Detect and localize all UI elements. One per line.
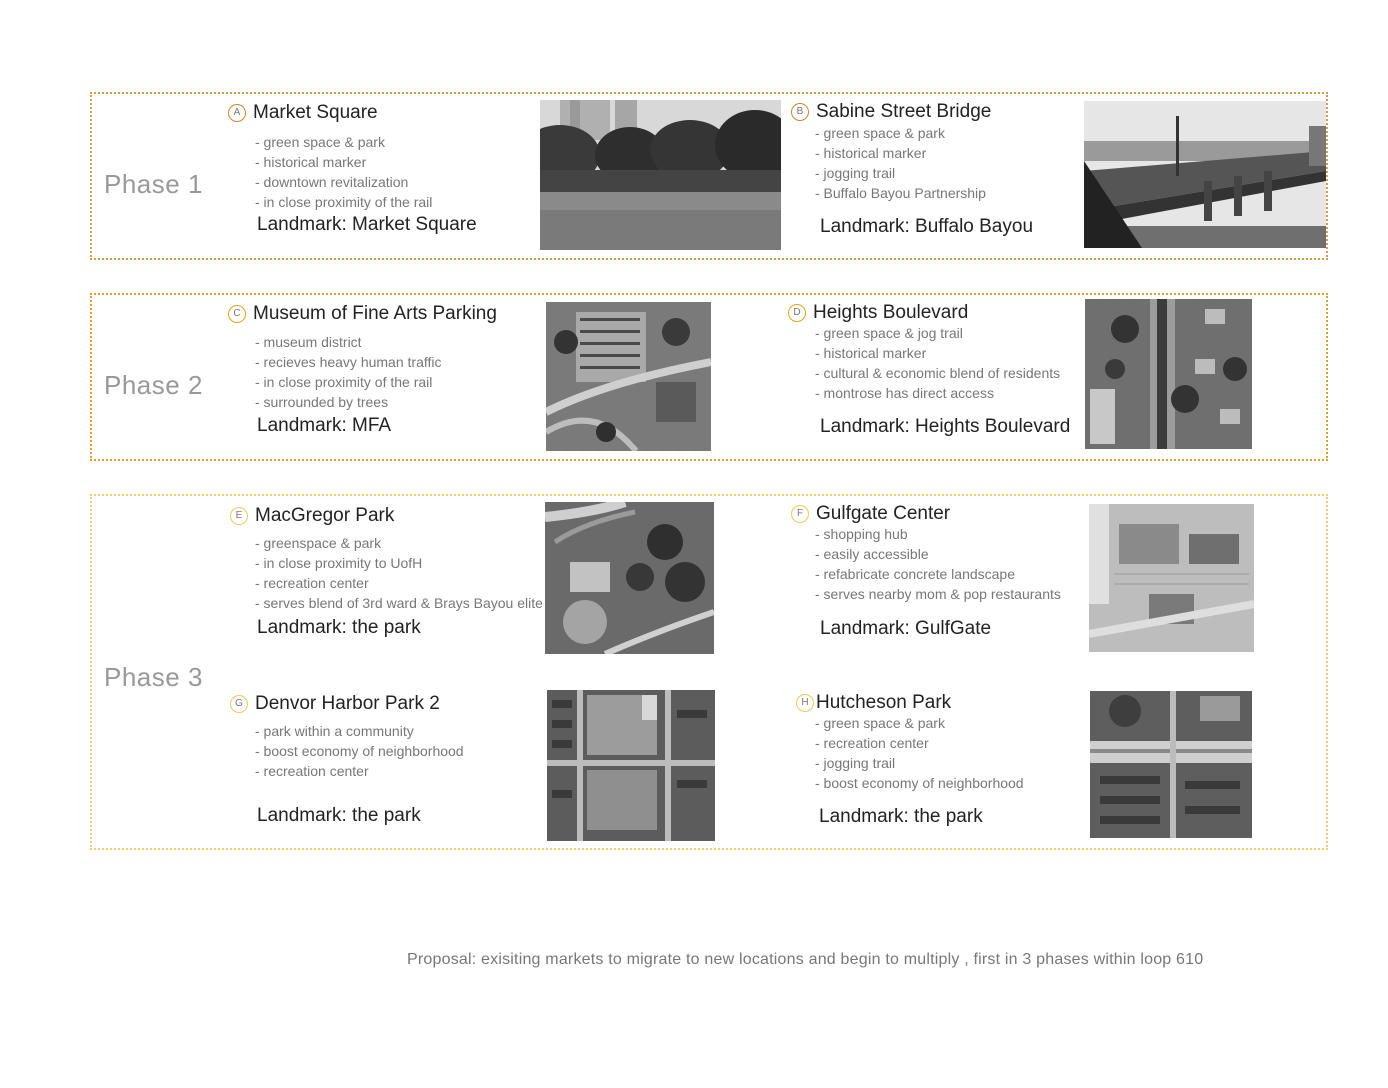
feature-item: - museum district [255, 334, 362, 350]
feature-item: - easily accessible [815, 546, 929, 562]
feature-item: - recreation center [255, 763, 369, 779]
feature-item: - boost economy of neighborhood [815, 775, 1024, 791]
feature-item: - Buffalo Bayou Partnership [815, 185, 986, 201]
gulfgate-aerial-photo [1089, 504, 1254, 652]
feature-item: - serves nearby mom & pop restaurants [815, 586, 1061, 602]
phase-3-label: Phase 3 [104, 662, 203, 692]
site-features [255, 332, 442, 412]
landmark-label: Landmark: MFA [257, 415, 392, 436]
phase-2-label: Phase 2 [104, 370, 203, 400]
feature-item: - jogging trail [815, 755, 896, 771]
site-badge: A [228, 104, 246, 122]
feature-item: - greenspace & park [255, 535, 382, 551]
site-title: Market Square [253, 102, 378, 123]
site-badge: H [796, 694, 814, 712]
phase-1-label: Phase 1 [104, 169, 203, 199]
landmark-label: Landmark: Market Square [257, 214, 477, 235]
proposal-caption: Proposal: exisiting markets to migrate to new locations and begin to multiply , first in 3 phases within loop 610 [407, 951, 1204, 968]
macgregor-aerial-photo [545, 502, 714, 654]
feature-item: - montrose has direct access [815, 385, 994, 401]
site-title: Denvor Harbor Park 2 [255, 693, 440, 714]
feature-item: - jogging trail [815, 165, 896, 181]
site-badge: D [788, 304, 806, 322]
feature-item: - surrounded by trees [255, 394, 389, 410]
site-features [255, 533, 543, 613]
landmark-label: Landmark: Buffalo Bayou [820, 216, 1034, 237]
site-badge: F [791, 505, 809, 523]
feature-item: - boost economy of neighborhood [255, 743, 464, 759]
site-badge: C [228, 305, 246, 323]
site-title: Hutcheson Park [816, 692, 952, 713]
landmark-label: Landmark: Heights Boulevard [820, 416, 1071, 437]
feature-item: - green space & park [815, 715, 945, 731]
feature-item: - park within a community [255, 723, 414, 739]
feature-item: - green space & park [255, 134, 385, 150]
site-title: Gulfgate Center [816, 503, 951, 524]
feature-item: - in close proximity to UofH [255, 555, 423, 571]
feature-item: - refabricate concrete landscape [815, 566, 1015, 582]
landmark-label: Landmark: the park [819, 806, 983, 827]
site-features [815, 524, 1061, 604]
feature-item: - in close proximity of the rail [255, 374, 433, 390]
site-features [815, 123, 986, 203]
site-title: Heights Boulevard [813, 302, 969, 323]
feature-item: - shopping hub [815, 526, 908, 542]
feature-item: - historical marker [255, 154, 367, 170]
feature-item: - green space & park [815, 125, 945, 141]
site-title: Museum of Fine Arts Parking [253, 303, 497, 324]
feature-item: - serves blend of 3rd ward & Brays Bayou elite [255, 595, 543, 611]
feature-item: - cultural & economic blend of residents [815, 365, 1061, 381]
site-badge: G [230, 695, 248, 713]
mfa-aerial-photo [546, 302, 711, 451]
feature-item: - green space & jog trail [815, 325, 963, 341]
market-square-photo [540, 100, 781, 250]
feature-item: - recieves heavy human traffic [255, 354, 442, 370]
site-title: Sabine Street Bridge [816, 101, 992, 122]
site-title: MacGregor Park [255, 505, 395, 526]
site-features [255, 721, 464, 781]
landmark-label: Landmark: the park [257, 805, 421, 826]
landmark-label: Landmark: the park [257, 617, 421, 638]
site-features [815, 713, 1024, 793]
feature-item: - historical marker [815, 345, 927, 361]
feature-item: - historical marker [815, 145, 927, 161]
site-badge: E [230, 507, 248, 525]
feature-item: - recreation center [255, 575, 369, 591]
hutcheson-aerial-photo [1090, 691, 1252, 838]
site-badge: B [791, 103, 809, 121]
feature-item: - in close proximity of the rail [255, 194, 433, 210]
feature-item: - recreation center [815, 735, 929, 751]
site-features [815, 323, 1060, 403]
denvor-harbor-aerial-photo [547, 690, 715, 841]
heights-aerial-photo [1085, 299, 1252, 449]
landmark-label: Landmark: GulfGate [820, 618, 992, 639]
feature-item: - downtown revitalization [255, 174, 409, 190]
site-features [255, 132, 432, 212]
sabine-bridge-photo [1084, 101, 1326, 248]
